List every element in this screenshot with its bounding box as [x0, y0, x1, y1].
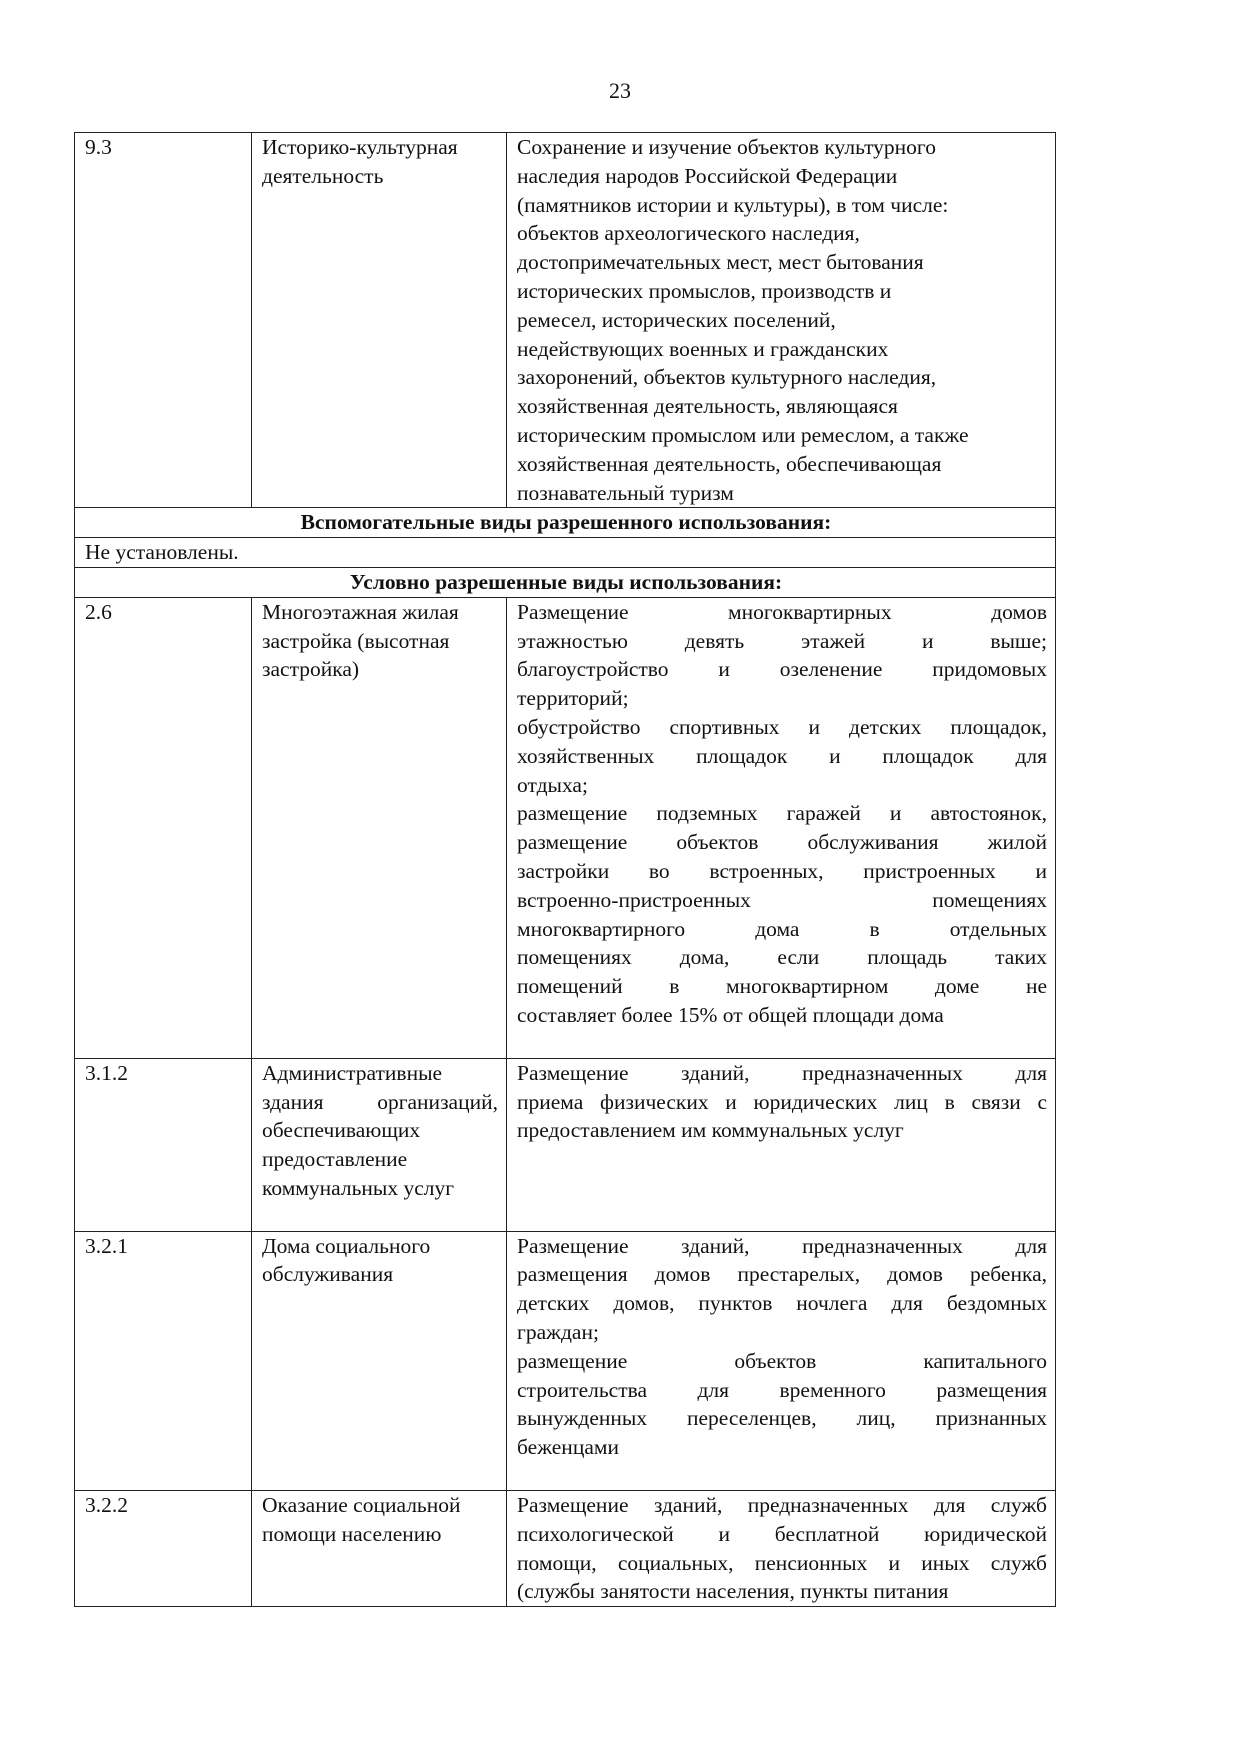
text-line: хозяйственных площадок и площадок для [517, 743, 1047, 768]
table-row [75, 597, 1056, 1058]
text-line: Дома социального [262, 1233, 431, 1258]
text-line: приема физических и юридических лиц в связи с [517, 1089, 1047, 1114]
text-line: этажностью девять этажей и выше; [517, 628, 1047, 653]
text-line: территорий; [517, 686, 629, 711]
land-use-table [74, 132, 1056, 1607]
text-line: размещение объектов капитального [517, 1348, 1047, 1373]
text-line: Оказание социальной [262, 1493, 461, 1518]
text-line: хозяйственная деятельность, обеспечивающая [517, 451, 942, 476]
text-line: Административные [262, 1060, 443, 1085]
text-line: коммунальных услуг [262, 1175, 455, 1200]
use-name-cell [252, 1231, 507, 1490]
text-line: познавательный туризм [517, 480, 734, 505]
text-line: встроенно-пристроенных помещениях [517, 887, 1047, 912]
text-line: составляет более 15% от общей площади дома [517, 1002, 944, 1027]
text-line: психологической и бесплатной юридической [517, 1521, 1047, 1546]
text-line: историческим промыслом или ремеслом, а также [517, 422, 969, 447]
text-line: Размещение зданий, предназначенных для служб [517, 1493, 1047, 1518]
text-line: застройки во встроенных, пристроенных и [517, 858, 1047, 883]
use-description-cell [507, 1058, 1056, 1231]
text-line: Размещение многоквартирных домов [517, 599, 1047, 624]
section-header-row [75, 567, 1056, 597]
text-line: помощи, социальных, пенсионных и иных служб [517, 1550, 1047, 1575]
text-line: беженцами [517, 1435, 619, 1460]
section-title-auxiliary: Вспомогательные виды разрешенного использования: [75, 508, 1056, 538]
text-line: помещений в многоквартирном доме не [517, 974, 1047, 999]
page-number: 23 [609, 78, 631, 103]
use-code-cell: 3.1.2 [75, 1058, 252, 1231]
use-description-cell [507, 1231, 1056, 1490]
text-line: отдыха; [517, 772, 588, 797]
text-line: (службы занятости населения, пункты питания [517, 1579, 949, 1604]
use-name-cell [252, 597, 507, 1058]
text-line: хозяйственная деятельность, являющаяся [517, 394, 898, 419]
text-line: Размещение зданий, предназначенных для [517, 1060, 1047, 1085]
section-title-conditional: Условно разрешенные виды использования: [75, 567, 1056, 597]
text-line: застройка (высотная [262, 628, 450, 653]
text-line: Размещение зданий, предназначенных для [517, 1233, 1047, 1258]
text-line: строительства для временного размещения [517, 1377, 1047, 1402]
table-row [75, 1491, 1056, 1607]
text-line: обеспечивающих [262, 1118, 421, 1143]
text-line: застройка) [262, 657, 360, 682]
text-line: деятельность [262, 163, 384, 188]
section-note-row [75, 538, 1056, 568]
text-line: Историко-культурная [262, 135, 458, 159]
table-row [75, 133, 1056, 508]
use-description-cell [507, 1491, 1056, 1607]
text-line: недействующих военных и гражданских [517, 336, 889, 361]
text-line: объектов археологического наследия, [517, 221, 860, 246]
use-code-cell: 3.2.1 [75, 1231, 252, 1490]
text-line: предоставление [262, 1147, 408, 1172]
use-name-cell [252, 1058, 507, 1231]
text-line: Многоэтажная жилая [262, 599, 459, 624]
text-line: исторических промыслов, производств и [517, 278, 892, 303]
text-line: граждан; [517, 1320, 599, 1345]
text-line: ремесел, исторических поселений, [517, 307, 836, 332]
text-line: достопримечательных мест, мест бытования [517, 250, 924, 275]
text-line: (памятников истории и культуры), в том числе: [517, 192, 949, 217]
text-line: многоквартирного дома в отдельных [517, 916, 1047, 941]
text-line: помещениях дома, если площадь таких [517, 945, 1047, 970]
text-line: наследия народов Российской Федерации [517, 163, 898, 188]
text-line: размещения домов престарелых, домов ребенка, [517, 1262, 1047, 1287]
use-description-cell [507, 133, 1056, 508]
use-description-cell [507, 597, 1056, 1058]
section-note: Не установлены. [75, 538, 1056, 568]
text-line: размещение подземных гаражей и автостоянок, [517, 801, 1047, 826]
table-row [75, 1058, 1056, 1231]
text-line: обустройство спортивных и детских площадок, [517, 714, 1047, 739]
section-header-row [75, 508, 1056, 538]
text-line: благоустройство и озеленение придомовых [517, 657, 1047, 682]
use-code-cell: 9.3 [75, 133, 252, 508]
text-line: здания организаций, [262, 1089, 498, 1114]
text-line: помощи населению [262, 1521, 442, 1546]
text-line: размещение объектов обслуживания жилой [517, 830, 1047, 855]
text-line: Сохранение и изучение объектов культурного [517, 135, 936, 159]
text-line: обслуживания [262, 1262, 394, 1287]
text-line: захоронений, объектов культурного наследия, [517, 365, 937, 390]
table-row [75, 1231, 1056, 1490]
use-name-cell [252, 133, 507, 508]
use-code-cell: 3.2.2 [75, 1491, 252, 1607]
use-code-cell: 2.6 [75, 597, 252, 1058]
text-line: предоставлением им коммунальных услуг [517, 1118, 904, 1143]
text-line: детских домов, пунктов ночлега для бездомных [517, 1291, 1047, 1316]
use-name-cell [252, 1491, 507, 1607]
text-line: вынужденных переселенцев, лиц, признанных [517, 1406, 1047, 1431]
